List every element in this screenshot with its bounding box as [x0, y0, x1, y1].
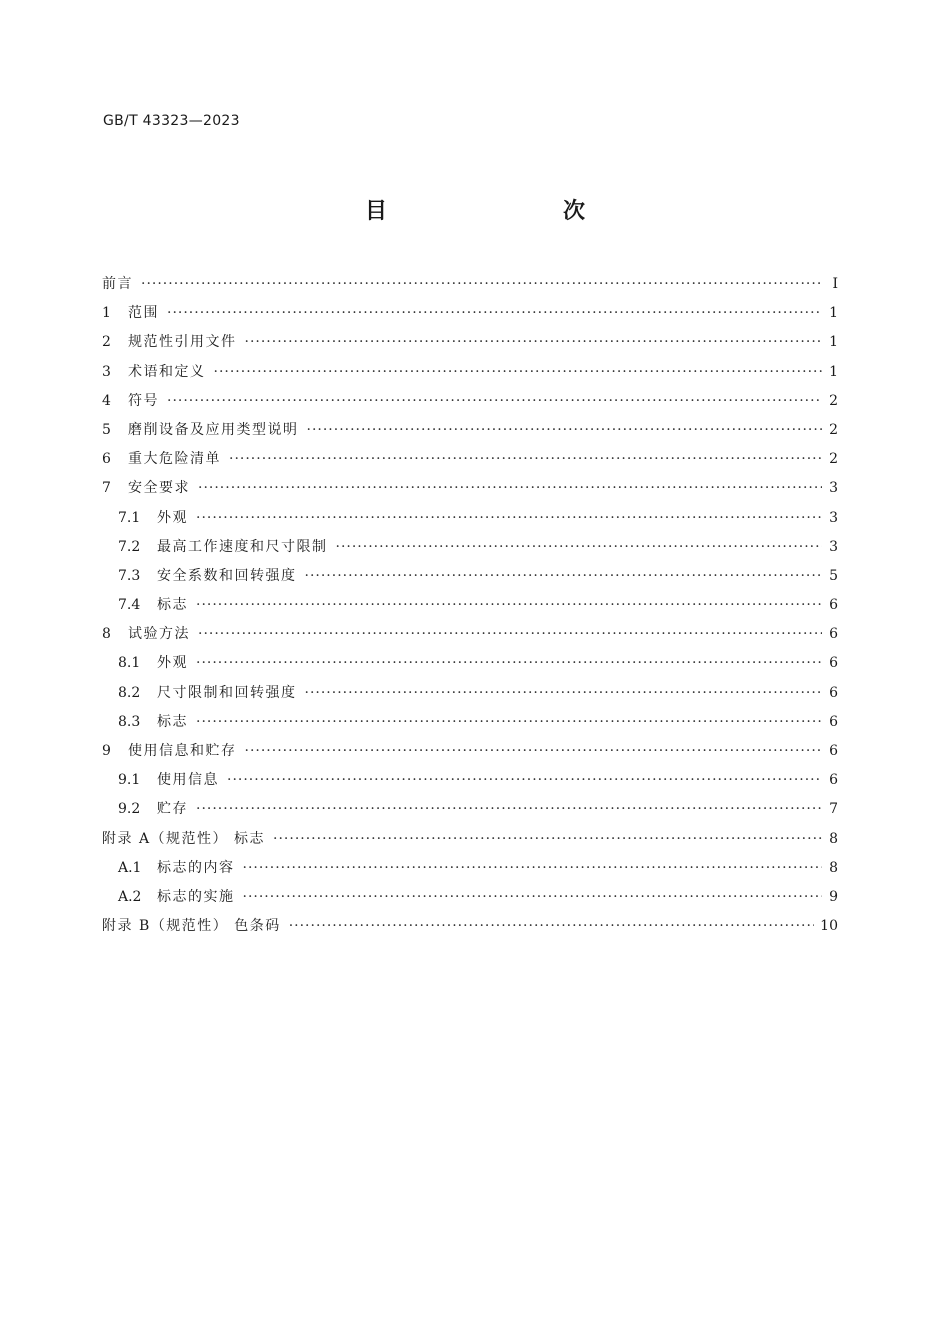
- toc-entry[interactable]: [102, 416, 838, 445]
- toc-entry[interactable]: [102, 562, 838, 591]
- toc-entry-page: 8: [829, 859, 838, 876]
- dot-leader: [196, 591, 822, 620]
- dot-leader: [196, 795, 822, 824]
- toc-entry-label: 规范性引用文件: [128, 334, 237, 351]
- dot-leader: [305, 679, 823, 708]
- toc-entry-page: 3: [829, 509, 838, 526]
- toc-entry-page: 5: [829, 567, 838, 584]
- toc-entry[interactable]: [102, 679, 838, 708]
- toc-entry[interactable]: [102, 387, 838, 416]
- toc-entry[interactable]: [102, 883, 838, 912]
- toc-entry-number: 5: [102, 421, 111, 438]
- toc-entry-page: 2: [829, 392, 838, 409]
- toc-entry[interactable]: [102, 504, 838, 533]
- toc-entry-label: 试验方法: [128, 626, 190, 643]
- toc-entry-page: 6: [829, 597, 838, 614]
- toc-entry-page: 1: [829, 305, 838, 322]
- dot-leader: [336, 533, 823, 562]
- dot-leader: [307, 416, 823, 445]
- toc-entry-label: 最高工作速度和尺寸限制: [157, 538, 328, 555]
- toc-entry-number: 9.2: [118, 801, 141, 818]
- toc-entry-label: 外观: [157, 509, 188, 526]
- dot-leader: [141, 270, 822, 299]
- toc-entry-number: 8.3: [118, 713, 141, 730]
- toc-entry-page: 6: [829, 626, 838, 643]
- toc-entry-label: 范围: [128, 305, 159, 322]
- toc-entry-number: A.2: [118, 888, 142, 905]
- toc-entry-page: 8: [829, 830, 838, 847]
- toc-entry-page: 9: [829, 888, 838, 905]
- toc-entry-label: 标志的内容: [157, 859, 235, 876]
- dot-leader: [243, 883, 823, 912]
- toc-entry[interactable]: [102, 474, 838, 503]
- toc-entry-number: 7.2: [118, 538, 141, 555]
- toc-entry[interactable]: [102, 912, 838, 941]
- toc-entry-label: 安全要求: [128, 480, 190, 497]
- toc-entry-number: 1: [102, 305, 111, 322]
- toc-entry-page: 6: [829, 743, 838, 759]
- toc-entry[interactable]: [102, 854, 838, 883]
- toc-entry-label: 贮存: [157, 801, 188, 818]
- dot-leader: [245, 328, 823, 357]
- toc-entry-label: 外观: [157, 655, 188, 672]
- toc-entry[interactable]: [102, 358, 838, 387]
- toc-entry-page: 6: [829, 655, 838, 672]
- toc-entry-label: 使用信息和贮存: [128, 743, 237, 759]
- toc-entry-label: 磨削设备及应用类型说明: [128, 421, 299, 438]
- toc-entry[interactable]: [102, 766, 838, 795]
- toc-entry-page: 2: [829, 421, 838, 438]
- toc-entry-label: 安全系数和回转强度: [157, 567, 297, 584]
- dot-leader: [198, 620, 822, 649]
- toc-entry-label: 标志: [157, 597, 188, 614]
- dot-leader: [245, 737, 823, 766]
- toc-entry-page: 6: [829, 772, 838, 789]
- toc-entry-number: 9.1: [118, 772, 141, 789]
- dot-leader: [196, 504, 822, 533]
- dot-leader: [229, 445, 822, 474]
- toc-entry-number: 8.1: [118, 655, 141, 672]
- toc-entry-label: 尺寸限制和回转强度: [157, 684, 297, 701]
- toc-entry-number: 4: [102, 392, 111, 409]
- toc-entry-label: 附录 B（规范性） 色条码: [102, 918, 281, 935]
- toc-entry-page: 2: [829, 451, 838, 468]
- toc-entry[interactable]: [102, 270, 838, 299]
- toc-entry-number: 9: [102, 743, 111, 759]
- toc-entry-page: 3: [829, 538, 838, 555]
- toc-entry-number: 6: [102, 451, 111, 468]
- toc-entry-number: 7.3: [118, 567, 141, 584]
- dot-leader: [196, 708, 822, 737]
- dot-leader: [196, 649, 822, 678]
- toc-entry[interactable]: [102, 620, 838, 649]
- toc-entry-number: A.1: [118, 859, 142, 876]
- toc-entry-number: 3: [102, 363, 111, 380]
- toc-entry-page: 6: [829, 713, 838, 730]
- toc-entry-page: Ⅰ: [832, 276, 838, 292]
- dot-leader: [227, 766, 822, 795]
- toc-entry[interactable]: [102, 445, 838, 474]
- toc-entry-page: 1: [829, 334, 838, 351]
- toc-entry-label: 附录 A（规范性） 标志: [102, 830, 266, 847]
- toc-entry-label: 术语和定义: [128, 363, 206, 380]
- dot-leader: [243, 854, 823, 883]
- toc-entry[interactable]: [102, 825, 838, 854]
- toc-entry-number: 2: [102, 334, 111, 351]
- toc-title: 目 次: [364, 199, 629, 224]
- toc-entry[interactable]: [102, 299, 838, 328]
- dot-leader: [305, 562, 823, 591]
- toc-entry[interactable]: [102, 708, 838, 737]
- toc-entry-label: 重大危险清单: [128, 451, 221, 468]
- dot-leader: [214, 358, 823, 387]
- document-code: GB/T 43323—2023: [103, 113, 240, 129]
- toc-entry-page: 6: [829, 684, 838, 701]
- toc-entry-page: 7: [829, 801, 838, 818]
- toc-entry[interactable]: [102, 533, 838, 562]
- toc-entry-label: 标志的实施: [157, 888, 235, 905]
- toc-entry-number: 7: [102, 480, 111, 497]
- toc-entry-page: 1: [829, 363, 838, 380]
- toc-entry-number: 7.4: [118, 597, 141, 614]
- toc-entry[interactable]: [102, 795, 838, 824]
- dot-leader: [167, 299, 822, 328]
- dot-leader: [273, 825, 822, 854]
- toc-entry-number: 8.2: [118, 684, 141, 701]
- toc-entry[interactable]: [102, 737, 838, 766]
- toc-entry-page: 3: [829, 480, 838, 497]
- table-of-contents: [102, 270, 838, 941]
- toc-entry-label: 符号: [128, 392, 159, 409]
- toc-entry-number: 8: [102, 626, 111, 643]
- toc-entry[interactable]: [102, 591, 838, 620]
- toc-entry[interactable]: [102, 328, 838, 357]
- toc-entry[interactable]: [102, 649, 838, 678]
- toc-entry-page: 10: [820, 918, 838, 935]
- toc-entry-number: 7.1: [118, 509, 141, 526]
- dot-leader: [289, 912, 814, 941]
- dot-leader: [167, 387, 822, 416]
- toc-entry-label: 前言: [102, 276, 133, 292]
- toc-entry-label: 使用信息: [157, 772, 219, 789]
- dot-leader: [198, 474, 822, 503]
- toc-entry-label: 标志: [157, 713, 188, 730]
